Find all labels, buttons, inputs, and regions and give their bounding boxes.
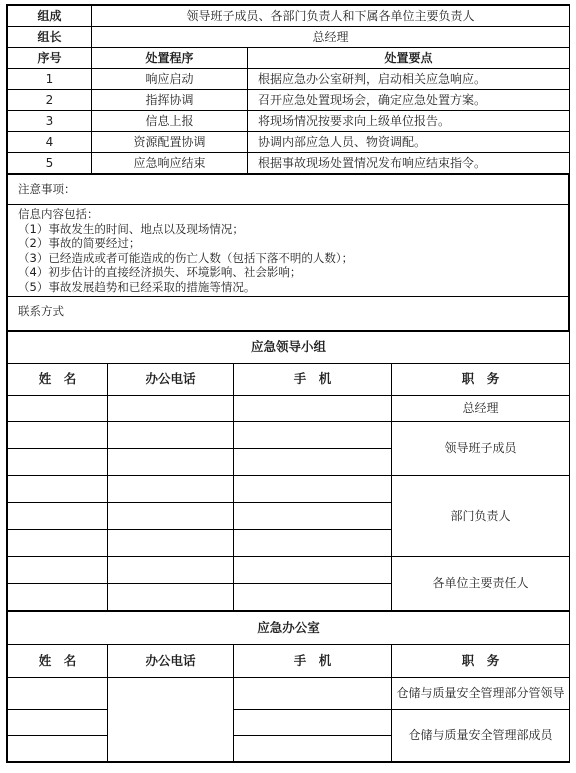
leader-label: 组长: [8, 27, 92, 48]
row-no: 1: [8, 69, 92, 90]
leader-row: [8, 27, 570, 48]
procedure-row: [8, 153, 570, 174]
row-step: 指挥协调: [92, 90, 248, 111]
header-step: 处置程序: [92, 48, 248, 69]
row-no: 4: [8, 132, 92, 153]
name-cell[interactable]: [8, 557, 108, 584]
name-cell[interactable]: [8, 396, 108, 422]
leader-group-title: 应急领导小组: [8, 332, 570, 364]
row-point: 协调内部应急人员、物资调配。: [248, 132, 570, 153]
name-cell[interactable]: [8, 530, 108, 557]
header-office-phone: 办公电话: [108, 364, 234, 396]
mobile-cell[interactable]: [234, 396, 392, 422]
row-point: 根据应急办公室研判，启动相关应急响应。: [248, 69, 570, 90]
header-position: 职 务: [392, 645, 570, 678]
office-header-row: [8, 645, 570, 678]
row-no: 5: [8, 153, 92, 174]
role-cell: 总经理: [392, 396, 570, 422]
info-item: （5）事故发展趋势和已经采取的措施等情况。: [18, 279, 256, 294]
phone-cell[interactable]: [108, 422, 234, 449]
phone-cell[interactable]: [108, 503, 234, 530]
name-cell[interactable]: [8, 449, 108, 476]
name-cell[interactable]: [8, 422, 108, 449]
phone-cell[interactable]: [108, 584, 234, 611]
phone-cell[interactable]: [108, 678, 234, 762]
phone-cell[interactable]: [108, 396, 234, 422]
phone-cell[interactable]: [108, 557, 234, 584]
info-item: （1）事故发生的时间、地点以及现场情况；: [18, 221, 244, 236]
procedure-row: [8, 69, 570, 90]
table-row: [8, 396, 570, 422]
header-office-phone: 办公电话: [108, 645, 234, 678]
row-step: 资源配置协调: [92, 132, 248, 153]
mobile-cell[interactable]: [234, 449, 392, 476]
name-cell[interactable]: [8, 736, 108, 762]
mobile-cell[interactable]: [234, 476, 392, 503]
row-point: 将现场情况按要求向上级单位报告。: [248, 111, 570, 132]
leader-group-header-row: [8, 364, 570, 396]
mobile-cell[interactable]: [234, 422, 392, 449]
table-row: [8, 710, 570, 736]
composition-value: 领导班子成员、各部门负责人和下属各单位主要负责人: [92, 6, 570, 27]
role-cell: 仓储与质量安全管理部成员: [392, 710, 570, 762]
contact-row: [8, 297, 569, 331]
header-position: 职 务: [392, 364, 570, 396]
phone-cell[interactable]: [108, 449, 234, 476]
notes-title-row: [8, 175, 569, 205]
phone-cell[interactable]: [108, 476, 234, 503]
row-no: 2: [8, 90, 92, 111]
mobile-cell[interactable]: [234, 678, 392, 710]
row-no: 3: [8, 111, 92, 132]
procedure-table: [7, 5, 570, 174]
phone-cell[interactable]: [108, 530, 234, 557]
name-cell[interactable]: [8, 710, 108, 736]
name-cell[interactable]: [8, 678, 108, 710]
row-step: 信息上报: [92, 111, 248, 132]
info-row: [8, 205, 569, 297]
procedure-header-row: [8, 48, 570, 69]
office-table: [7, 611, 570, 762]
header-mobile: 手 机: [234, 364, 392, 396]
mobile-cell[interactable]: [234, 710, 392, 736]
table-row: [8, 476, 570, 503]
row-step: 应急响应结束: [92, 153, 248, 174]
info-title: 信息内容包括：: [18, 207, 99, 221]
info-item: （3）已经造成或者可能造成的伤亡人数（包括下落不明的人数）；: [18, 250, 354, 265]
procedure-row: [8, 111, 570, 132]
header-point: 处置要点: [248, 48, 570, 69]
mobile-cell[interactable]: [234, 557, 392, 584]
name-cell[interactable]: [8, 503, 108, 530]
header-name: 姓 名: [8, 645, 108, 678]
header-name: 姓 名: [8, 364, 108, 396]
mobile-cell[interactable]: [234, 530, 392, 557]
header-no: 序号: [8, 48, 92, 69]
composition-label: 组成: [8, 6, 92, 27]
role-cell: 仓储与质量安全管理部分管领导: [392, 678, 570, 710]
name-cell[interactable]: [8, 584, 108, 611]
table-row: [8, 422, 570, 449]
table-row: [8, 557, 570, 584]
office-title: 应急办公室: [8, 612, 570, 645]
mobile-cell[interactable]: [234, 584, 392, 611]
row-point: 召开应急处置现场会，确定应急处置方案。: [248, 90, 570, 111]
notes-table: [7, 174, 569, 331]
leader-value: 总经理: [92, 27, 570, 48]
row-point: 根据事故现场处置情况发布响应结束指令。: [248, 153, 570, 174]
info-item: （2）事故的简要经过；: [18, 236, 141, 250]
row-step: 响应启动: [92, 69, 248, 90]
role-cell: 部门负责人: [392, 476, 570, 557]
mobile-cell[interactable]: [234, 503, 392, 530]
leader-group-title-row: [8, 332, 570, 364]
notes-title: 注意事项：: [18, 182, 76, 196]
header-mobile: 手 机: [234, 645, 392, 678]
role-cell: 各单位主要责任人: [392, 557, 570, 611]
role-cell: 领导班子成员: [392, 422, 570, 476]
office-title-row: [8, 612, 570, 645]
leader-group-table: [7, 331, 570, 611]
table-row: [8, 678, 570, 710]
contact-label: 联系方式: [18, 304, 64, 318]
emergency-response-form: [6, 4, 570, 763]
procedure-row: [8, 90, 570, 111]
composition-row: [8, 6, 570, 27]
info-item: （4）初步估计的直接经济损失、环境影响、社会影响；: [18, 265, 302, 279]
mobile-cell[interactable]: [234, 736, 392, 762]
procedure-row: [8, 132, 570, 153]
name-cell[interactable]: [8, 476, 108, 503]
